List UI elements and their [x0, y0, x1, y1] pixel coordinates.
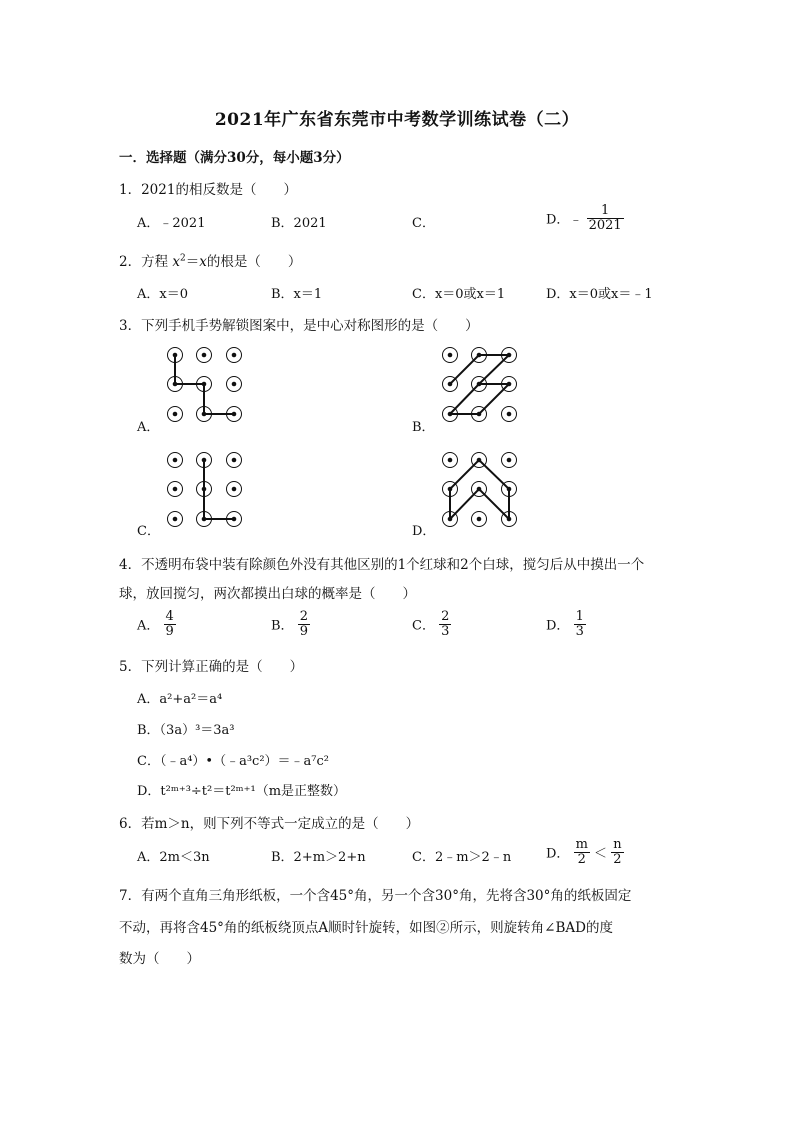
grid-dot: [477, 517, 482, 522]
grid-dot: [202, 487, 207, 492]
grid-dot: [173, 412, 178, 417]
q2-option-b: B．x＝1: [271, 287, 323, 302]
grid-dot: [202, 412, 207, 417]
q3-option-a-label: A．: [137, 420, 160, 435]
unlock-pattern-d-icon: [435, 445, 535, 537]
q1-option-d: D．﹣ $\frac{1}{2021}$: [546, 203, 622, 233]
grid-dot: [477, 382, 482, 387]
question-3-stem: 3．下列手机手势解锁图案中，是中心对称图形的是（ ）: [119, 318, 479, 334]
question-1-stem: 1．2021的相反数是（ ）: [119, 182, 297, 198]
grid-dot: [477, 412, 482, 417]
q3-option-b-label: B．: [412, 420, 435, 435]
q5-option-b: B．（3a）³＝3a³: [137, 723, 235, 738]
grid-dot: [477, 487, 482, 492]
grid-dot: [507, 487, 512, 492]
grid-dot: [448, 487, 453, 492]
grid-dot: [232, 487, 237, 492]
unlock-pattern-a-icon: [160, 340, 260, 432]
grid-dot: [202, 382, 207, 387]
grid-dot: [232, 412, 237, 417]
q6-option-b: B．2+m＞2+n: [271, 850, 366, 865]
grid-dot: [232, 458, 237, 463]
question-2-stem: 2．方程 $x^2=x$的根是（ ）: [119, 253, 302, 270]
unlock-pattern-b-icon: [435, 340, 535, 432]
q2-option-c: C．x＝0或x＝1: [412, 287, 506, 302]
q4-option-c: C． $\frac{2}{3}$: [412, 609, 450, 639]
grid-dot: [232, 517, 237, 522]
question-7-line-2: 不动，再将含45°角的纸板绕顶点A顺时针旋转，如图②所示，则旋转角∠BAD的度: [119, 920, 613, 936]
grid-dot: [448, 353, 453, 358]
q1-option-a: A．﹣2021: [137, 216, 206, 231]
q4-option-a: A． $\frac{4}{9}$: [137, 609, 174, 639]
grid-dot: [232, 353, 237, 358]
grid-dot: [507, 353, 512, 358]
grid-dot: [448, 517, 453, 522]
grid-dot: [448, 382, 453, 387]
q2-option-a: A．x＝0: [137, 287, 188, 302]
q2-option-d: D．x＝0或x＝﹣1: [546, 287, 653, 302]
grid-dot: [477, 458, 482, 463]
section-heading: 一．选择题（满分30分，每小题3分）: [119, 150, 350, 166]
question-5-stem: 5．下列计算正确的是（ ）: [119, 659, 304, 675]
q3-option-c-label: C．: [137, 524, 160, 539]
grid-dot: [507, 458, 512, 463]
grid-dot: [477, 353, 482, 358]
question-7-line-3: 数为（ ）: [119, 951, 200, 967]
q6-option-c: C．2﹣m＞2﹣n: [412, 850, 512, 865]
question-4-line-2: 球，放回搅匀，两次都摸出白球的概率是（ ）: [119, 586, 416, 602]
q6-option-d: D． $\frac{m}{2}$ ＜ $\frac{n}{2}$: [546, 837, 622, 867]
grid-dot: [507, 412, 512, 417]
grid-dot: [202, 517, 207, 522]
page-title: 2021年广东省东莞市中考数学训练试卷（二）: [214, 110, 580, 130]
grid-dot: [173, 353, 178, 358]
grid-dot: [507, 517, 512, 522]
question-7-line-1: 7．有两个直角三角形纸板，一个含45°角，另一个含30°角，先将含30°角的纸板固定: [119, 888, 632, 904]
q4-option-d: D． $\frac{1}{3}$: [546, 609, 584, 639]
q5-option-a: A．a²+a²＝a⁴: [137, 692, 223, 707]
grid-dot: [173, 382, 178, 387]
grid-dot: [232, 382, 237, 387]
q4-option-b: B． $\frac{2}{9}$: [271, 609, 308, 639]
grid-dot: [173, 487, 178, 492]
q1-option-c: C．: [412, 216, 435, 231]
question-4-line-1: 4．不透明布袋中装有除颜色外没有其他区别的1个红球和2个白球，搅匀后从中摸出一个: [119, 557, 645, 573]
grid-dot: [448, 458, 453, 463]
grid-dot: [448, 412, 453, 417]
question-6-stem: 6．若m＞n，则下列不等式一定成立的是（ ）: [119, 816, 420, 832]
unlock-pattern-c-icon: [160, 445, 260, 537]
grid-dot: [173, 517, 178, 522]
grid-dot: [202, 353, 207, 358]
q5-option-c: C．（﹣a⁴）•（﹣a³c²）＝﹣a⁷c²: [137, 754, 329, 769]
q3-option-d-label: D．: [412, 524, 436, 539]
q5-option-d: D．t²ᵐ⁺³÷t²＝t²ᵐ⁺¹（m是正整数）: [137, 784, 347, 799]
q6-option-a: A．2m＜3n: [137, 850, 210, 865]
grid-dot: [507, 382, 512, 387]
grid-dot: [173, 458, 178, 463]
q1-option-b: B．2021: [271, 216, 327, 231]
grid-dot: [202, 458, 207, 463]
